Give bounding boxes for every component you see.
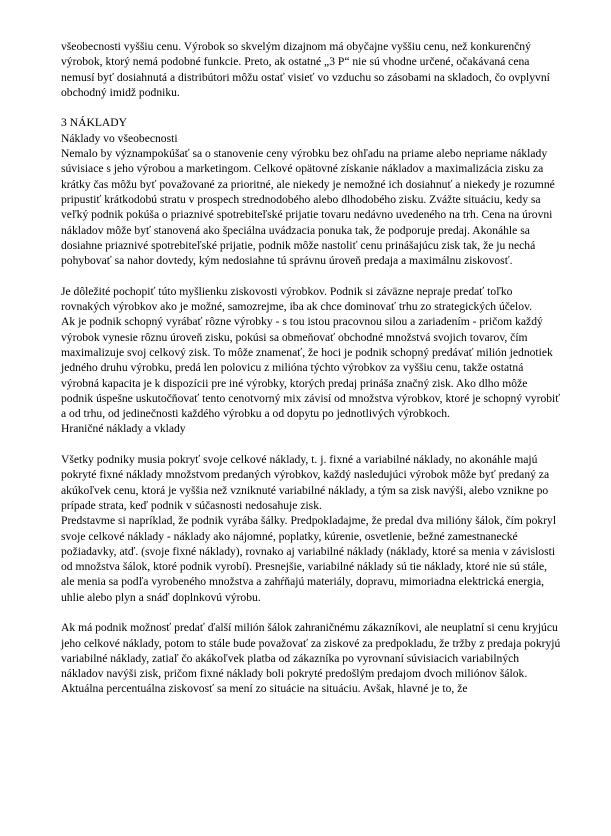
intro-paragraph: všeobecnosti vyššiu cenu. Výrobok so skvelým dizajnom má obyčajne vyššiu cenu, než konkurenčný výrobok, ktorý nemá podobné funkcie. Preto, ak ostatné „3 P“ nie sú vhodne určené, očakávaná cena nemusí byť dosiahnutá a distribútori môžu ostať visieť vo vzduchu so zásobami na skladoch, čo ovplyvní obchodný imidž podniku. xyxy=(61,40,550,99)
subheading-marginal-costs: Hraničné náklady a vklady xyxy=(61,422,186,436)
subheading-costs-general: Náklady vo všeobecnosti xyxy=(61,131,178,145)
paragraph-gap xyxy=(61,268,561,283)
document-page xyxy=(61,39,561,697)
paragraph-profitability: Je dôležité pochopiť túto myšlienku ziskovosti výrobkov. Podnik si záväzne nepraje predať toľko rovnakých výrobkov ako je možné, samozrejme, iba ak chce dominovať trhu zo strategických účelov. xyxy=(61,284,533,314)
paragraph-cups-example: Predstavme si napríklad, že podnik vyrába šálky. Predpokladajme, že predal dva milióny šálok, čím pokryl svoje celkové náklady - náklady ako nájomné, poplatky, kúrenie, osvetlenie, bežné zamestnanecké požiadavky, atď. (svoje fixné náklady), rovnako aj variabilné náklady (náklady, ktoré sa menia v závislosti od množstva šálok, ktoré podnik vyrobí). Presnejšie, variabilné náklady sú tie náklady, ktoré nie sú stále, ale menia sa podľa vyrobeného množstva a zahŕňajú materiály, dopravu, mimoriadna elektrická energia, uhlie alebo plyn a snáď doplnkovú výrobu. xyxy=(61,514,557,604)
section-heading: 3 NÁKLADY xyxy=(61,116,128,130)
paragraph-costs-general: Nemalo by význampokúšať sa o stanovenie ceny výrobku bez ohľadu na priame alebo nepriame náklady súvisiace s jeho výrobou a marketingom. Celkové opätovné získanie nákladov a maximalizácia zisku za krátky čas môžu byť považované za prioritné, ale niekedy je nemožné ich dosiahnuť a niekedy je rozumné pripustiť krátkodobú stratu v prospech strednodobého alebo dlhodobého zisku. Zvážte situáciu, kedy sa veľký podnik pokúša o priaznivé spotrebiteľské prijatie tovaru nedávno uvedeného na trh. Cena na úrovni nákladov môže byť stanovená ako špeciálna uvádzacia ponuka tak, že podporuje predaj. Akonáhle sa dosiahne priaznivé spotrebiteľské prijatie, podnik môže nastoliť cenu prinášajúcu zisk tak, že ju nechá pohybovať sa nahor dovtedy, kým nedosiahne tú správnu úroveň predaja a maximálnu ziskovosť. xyxy=(61,147,555,268)
paragraph-gap xyxy=(61,605,561,620)
paragraph-gap xyxy=(61,437,561,452)
paragraph-foreign-customer: Ak má podnik možnosť predať ďalší milión šálok zahraničnému zákazníkovi, ale neuplatní si cenu kryjúcu jeho celkové náklady, potom to stále bude považovať za ziskové za predpokladu, že tržby z predaja pokryjú variabilné náklady, zatiaľ čo akákoľvek platba od zákazníka po vyrovnaní súvisiacich variabilných nákladov navýši zisk, pričom fixné náklady boli pokryté predošlým predajom dvoch miliónov šálok. xyxy=(61,621,561,681)
paragraph-actual-profitability: Aktuálna percentuálna ziskovosť sa mení zo situácie na situáciu. Avšak, hlavné je to, že xyxy=(61,682,468,696)
paragraph-total-costs: Všetky podniky musia pokryť svoje celkové náklady, t. j. fixné a variabilné náklady, no akonáhle majú pokryté fixné náklady množstvom predaných výrobkov, každý nasledujúci výrobok môže byť predaný za akúkoľvek cenu, ktorá je vyššia než vzniknuté variabilné náklady, a tým sa zisk navýši, alebo vznikne po prípade strata, keď podnik v súčasnosti nedosahuje zisk. xyxy=(61,453,550,512)
paragraph-product-mix: Ak je podnik schopný vyrábať rôzne výrobky - s tou istou pracovnou silou a zariadením - pričom každý výrobok vynesie rôznu úroveň zisku, pokúsi sa obmeňovať obchodné množstvá svojich tovarov, čím maximalizuje svoj celkový zisk. To môže znamenať, že hoci je podnik schopný predávať milión jednotiek jedného druhu výrobku, predá len polovicu z milióna týchto výrobkov za vyššiu cenu, takže ostatná výrobná kapacita je k dispozícii pre iné výrobky, ktorých predaj prináša značný zisk. Ako dlho môže podnik úspešne uskutočňovať tento cenotvorný mix závisí od množstva výrobkov, ktoré je schopný vyrobiť a od trhu, od jedinečnosti každého výrobku a od dopytu po jednotlivých výrobkoch. xyxy=(61,315,561,421)
paragraph-gap xyxy=(61,100,561,115)
